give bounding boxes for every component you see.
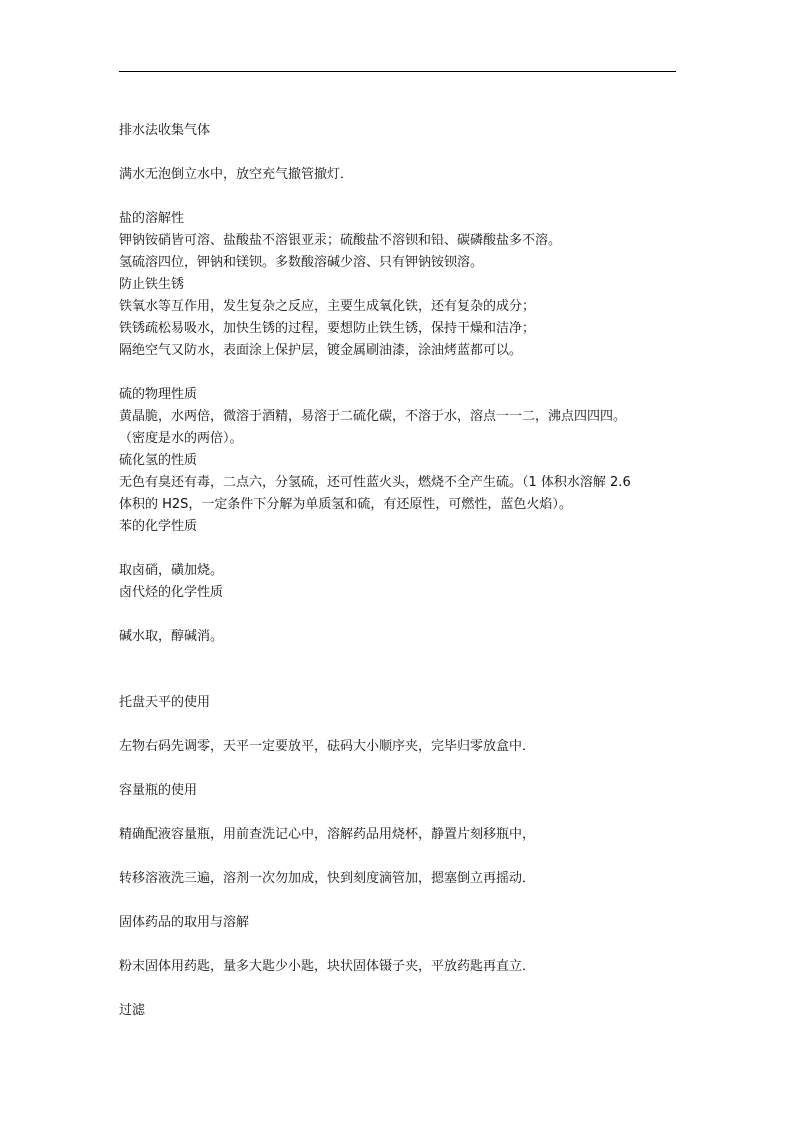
heading-salt-solubility: 盐的溶解性 — [119, 211, 185, 226]
text-haloalkane-chemistry: 碱水取，醇碱消。 — [119, 629, 224, 644]
heading-gas-collection: 排水法收集气体 — [119, 123, 211, 138]
heading-h2s-properties: 硫化氢的性质 — [119, 453, 198, 468]
header-rule — [119, 71, 676, 72]
heading-sulfur-physical: 硫的物理性质 — [119, 387, 198, 402]
text-rust-prevention-1: 铁氧水等互作用，发生复杂之反应，主要生成氧化铁，还有复杂的成分； — [119, 299, 536, 314]
heading-solid-reagent: 固体药品的取用与溶解 — [119, 915, 250, 930]
text-h2s-properties-1: 无色有臭还有毒，二点六，分氢硫，还可性蓝火头，燃烧不全产生硫。（1 体积水溶解 2.6 — [119, 475, 631, 490]
text-volumetric-flask-1: 精确配液容量瓶，用前查洗记心中，溶解药品用烧杯，静置片刻移瓶中， — [119, 827, 536, 842]
text-salt-solubility-2: 氢硫溶四位，钾钠和镁钡。多数酸溶碱少溶、只有钾钠铵钡溶。 — [119, 255, 484, 270]
text-sulfur-physical-1: 黄晶脆，水两倍，微溶于酒精，易溶于二硫化碳，不溶于水，溶点一一二，沸点四四四。 — [119, 409, 627, 424]
heading-balance-usage: 托盘天平的使用 — [119, 695, 211, 710]
heading-benzene-chemistry: 苯的化学性质 — [119, 519, 198, 534]
heading-rust-prevention: 防止铁生锈 — [119, 277, 185, 292]
heading-volumetric-flask: 容量瓶的使用 — [119, 783, 198, 798]
heading-filtration: 过滤 — [119, 1003, 146, 1018]
text-volumetric-flask-2: 转移溶液洗三遍，溶剂一次勿加成，快到刻度滴管加，摁塞倒立再摇动． — [119, 871, 536, 886]
text-benzene-chemistry: 取卤硝，磺加烧。 — [119, 563, 224, 578]
text-rust-prevention-2: 铁锈疏松易吸水，加快生锈的过程，要想防止铁生锈，保持干燥和洁净； — [119, 321, 536, 336]
heading-haloalkane-chemistry: 卤代烃的化学性质 — [119, 585, 224, 600]
text-h2s-properties-2: 体积的 H2S，一定条件下分解为单质氢和硫，有还原性，可燃性，蓝色火焰）。 — [119, 497, 572, 512]
text-solid-reagent: 粉末固体用药匙，量多大匙少小匙，块状固体镊子夹，平放药匙再直立． — [119, 959, 536, 974]
text-sulfur-physical-2: （密度是水的两倍）。 — [119, 431, 243, 446]
text-salt-solubility-1: 钾钠铵硝皆可溶、盐酸盐不溶银亚汞；硫酸盐不溶钡和铅、碳磷酸盐多不溶。 — [119, 233, 562, 248]
text-balance-usage: 左物右码先调零，天平一定要放平，砝码大小顺序夹，完毕归零放盒中． — [119, 739, 536, 754]
text-gas-collection: 满水无泡倒立水中，放空充气撤管撤灯． — [119, 167, 354, 182]
text-rust-prevention-3: 隔绝空气又防水，表面涂上保护层，镀金属刷油漆，涂油烤蓝都可以。 — [119, 343, 523, 358]
